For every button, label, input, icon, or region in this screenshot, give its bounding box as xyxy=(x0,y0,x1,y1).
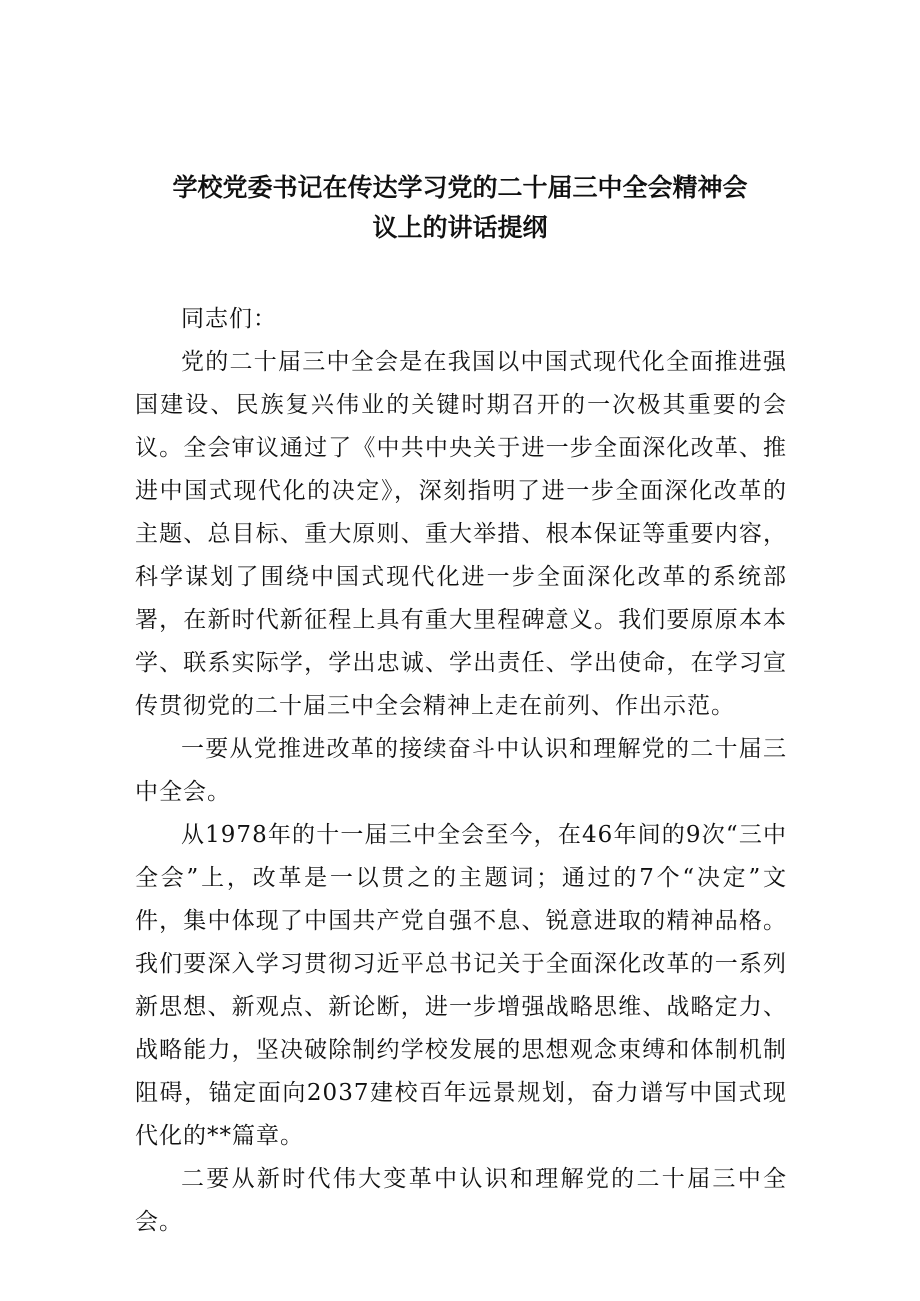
title-line-1: 学校党委书记在传达学习党的二十届三中全会精神会 xyxy=(172,173,748,202)
paragraph-point-2-heading: 二要从新时代伟大变革中认识和理解党的二十届三中全会。 xyxy=(135,1166,787,1235)
salutation: 同志们： xyxy=(181,306,277,332)
paragraph-intro: 党的二十届三中全会是在我国以中国式现代化全面推进强国建设、民族复兴伟业的关键时期召开的一次极其重要的会议。全会审议通过了《中共中央关于进一步全面深化改革、推进中国式现代化的决定》，深刻指明了进一步全面深化改革的主题、总目标、重大原则、重大举措、根本保证等重要内容，科学谋划了围绕中国式现代化进一步全面深化改革的系统部署，在新时代新征程上具有重大里程碑意义。我们要原原本本学、联系实际学，学出忠诚、学出责任、学出使命，在学习宣传贯彻党的二十届三中全会精神上走在前列、作出示范。 xyxy=(135,349,787,719)
document-body xyxy=(135,298,787,1244)
paragraph-point-1-body: 从1978年的十一届三中全会至今，在46年间的9次“三中全会”上，改革是一以贯之的主题词；通过的7个“决定”文件，集中体现了中国共产党自强不息、锐意进取的精神品格。我们要深入学习贯彻习近平总书记关于全面深化改革的一系列新思想、新观点、新论断，进一步增强战略思维、战略定力、战略能力，坚决破除制约学校发展的思想观念束缚和体制机制阻碍，锚定面向2037建校百年远景规划，奋力谱写中国式现代化的**篇章。 xyxy=(135,822,787,1149)
document-title xyxy=(0,168,920,248)
title-line-2: 议上的讲话提纲 xyxy=(372,213,548,242)
paragraph-point-1-heading: 一要从党推进改革的接续奋斗中认识和理解党的二十届三中全会。 xyxy=(135,736,787,805)
